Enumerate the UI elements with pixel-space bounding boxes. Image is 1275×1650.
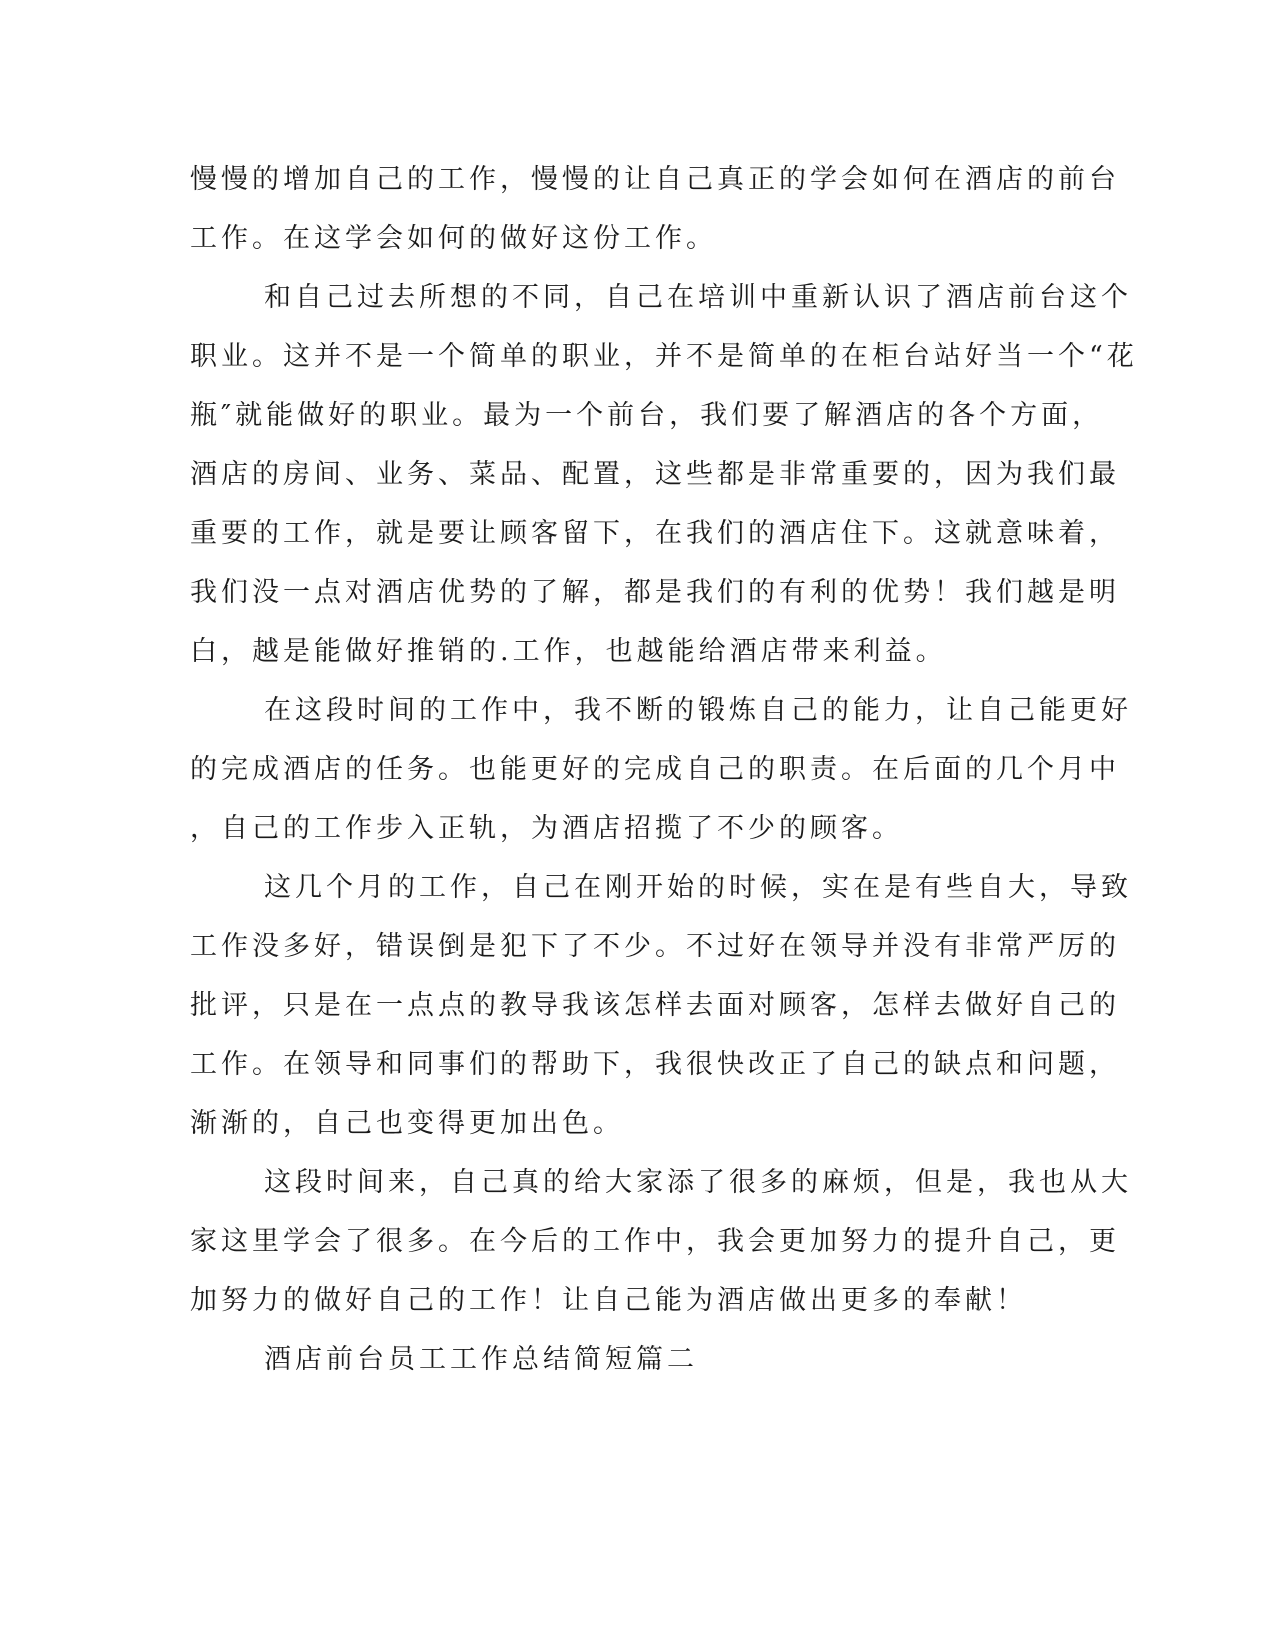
body-text-line: ，自己的工作步入正轨，为酒店招揽了不少的顾客。 (190, 813, 903, 844)
body-text-line: 家这里学会了很多。在今后的工作中，我会更加努力的提升自己，更 (190, 1226, 1120, 1257)
body-text-line: 批评，只是在一点点的教导我该怎样去面对顾客，怎样去做好自己的 (190, 990, 1120, 1021)
body-text-line: 我们没一点对酒店优势的了解，都是我们的有利的优势！我们越是明 (190, 577, 1120, 608)
body-text-line: 渐渐的，自己也变得更加出色。 (190, 1108, 624, 1139)
body-text-line: 职业。这并不是一个简单的职业，并不是简单的在柜台站好当一个“花 (190, 341, 1138, 372)
body-text-line: 慢慢的增加自己的工作，慢慢的让自己真正的学会如何在酒店的前台 (190, 164, 1120, 195)
body-text-line: 工作没多好，错误倒是犯下了不少。不过好在领导并没有非常严厉的 (190, 931, 1120, 962)
body-text-line: 加努力的做好自己的工作！让自己能为酒店做出更多的奉献！ (190, 1285, 1027, 1316)
body-text-line: 白，越是能做好推销的.工作，也越能给酒店带来利益。 (190, 636, 947, 667)
body-text-line: 酒店的房间、业务、菜品、配置，这些都是非常重要的，因为我们最 (190, 459, 1120, 490)
body-text-line: 的完成酒店的任务。也能更好的完成自己的职责。在后面的几个月中 (190, 754, 1120, 785)
paragraph-first-line: 在这段时间的工作中，我不断的锻炼自己的能力，让自己能更好 (264, 695, 1132, 726)
body-text-line: 工作。在这学会如何的做好这份工作。 (190, 223, 717, 254)
paragraph-first-line: 和自己过去所想的不同，自己在培训中重新认识了酒店前台这个 (264, 282, 1132, 313)
paragraph-first-line: 这段时间来，自己真的给大家添了很多的麻烦，但是，我也从大 (264, 1167, 1132, 1198)
body-text-line: 重要的工作，就是要让顾客留下，在我们的酒店住下。这就意味着， (190, 518, 1120, 549)
paragraph-first-line: 这几个月的工作，自己在刚开始的时候，实在是有些自大，导致 (264, 872, 1132, 903)
body-text-line: 工作。在领导和同事们的帮助下，我很快改正了自己的缺点和问题， (190, 1049, 1120, 1080)
body-text-line: 瓶″就能做好的职业。最为一个前台，我们要了解酒店的各个方面， (190, 400, 1104, 431)
section-heading: 酒店前台员工工作总结简短篇二 (264, 1344, 698, 1375)
